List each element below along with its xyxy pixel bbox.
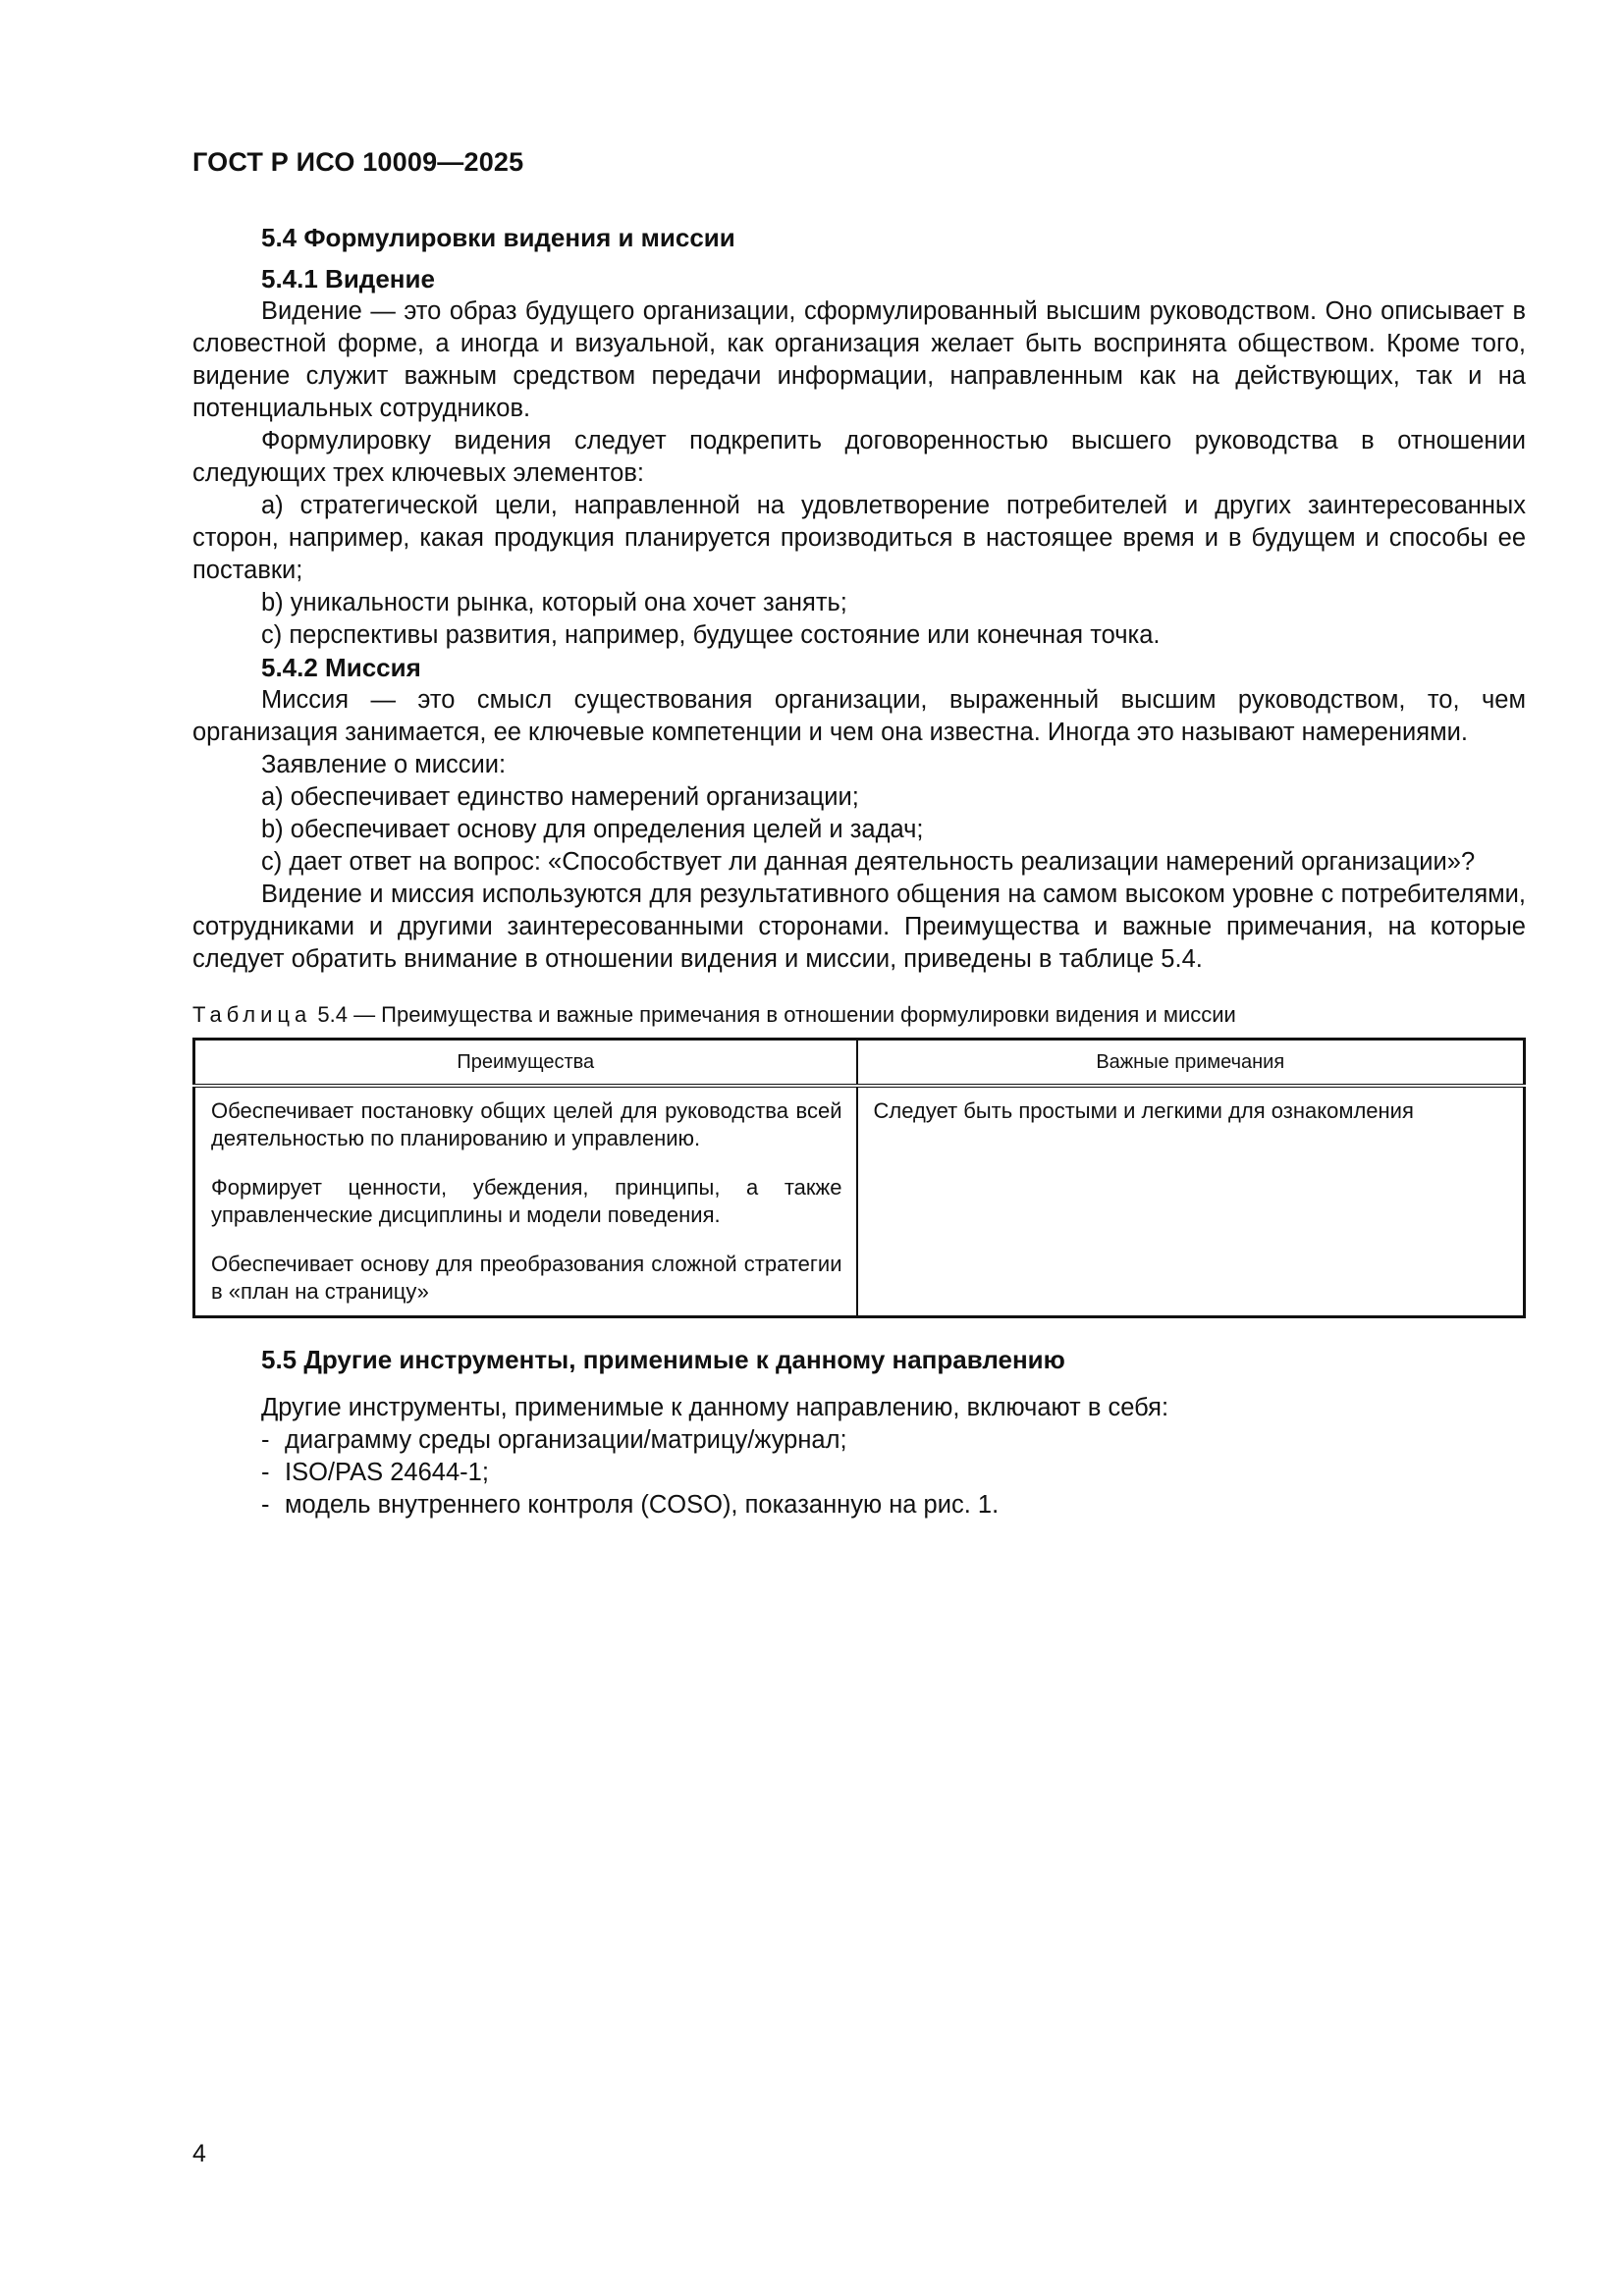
tools-list-item-text: диаграмму среды организации/матрицу/журнал;	[285, 1426, 847, 1454]
document-body	[192, 222, 1526, 1522]
tools-list-item	[261, 1457, 1526, 1489]
table-caption-label: Таблица	[192, 1002, 312, 1027]
benefits-cell	[194, 1086, 857, 1317]
tools-list-item-text: ISO/PAS 24644-1;	[285, 1459, 489, 1486]
benefit-item: Формирует ценности, убеждения, принципы, а также управленческие дисциплины и модели поведения.	[211, 1175, 842, 1227]
vision-elements-intro: Формулировку видения следует подкрепить договоренностью высшего руководства в отношении следующих трех ключевых элементов:	[192, 427, 1526, 487]
tools-list-item	[261, 1489, 1526, 1522]
vision-item-c: c) перспективы развития, например, будущее состояние или конечная точка.	[261, 621, 1161, 649]
tools-intro: Другие инструменты, применимые к данному направлению, включают в себя:	[261, 1394, 1169, 1421]
vision-mission-summary: Видение и миссия используются для результативного общения на самом высоком уровне с потребителями, сотрудниками и другими заинтересованными сторонами. Преимущества и важные примечания, на которые следует обратить внимание в отношении видения и миссии, приведены в таблице 5.4.	[192, 881, 1526, 973]
mission-paragraph: Миссия — это смысл существования организации, выраженный высшим руководством, то, чем организация занимается, ее ключевые компетенции и чем она известна. Иногда это называют намерениями.	[192, 686, 1526, 746]
mission-item-b: b) обеспечивает основу для определения целей и задач;	[261, 816, 924, 843]
mission-item-c: c) дает ответ на вопрос: «Способствует ли данная деятельность реализации намерений организации»?	[261, 848, 1476, 876]
vision-paragraph: Видение — это образ будущего организации, сформулированный высшим руководством. Оно описывает в словестной форме, а иногда и визуальной, как организация желает быть воспринята обществом. Кроме того, видение служит важным средством передачи информации, направленным как на действующих, так и на потенциальных сотрудников.	[192, 297, 1526, 422]
section-5-4-2-title: 5.4.2 Миссия	[261, 653, 421, 682]
mission-item-a: a) обеспечивает единство намерений организации;	[261, 783, 859, 811]
table-header-row	[194, 1040, 1525, 1087]
col-header-notes: Важные примечания	[857, 1040, 1525, 1087]
section-5-5-title: 5.5 Другие инструменты, применимые к данному направлению	[261, 1345, 1065, 1374]
tools-list-item	[261, 1424, 1526, 1457]
notes-cell	[857, 1086, 1525, 1317]
document-header: ГОСТ Р ИСО 10009—2025	[192, 147, 524, 177]
dash-marker: -	[261, 1491, 270, 1519]
tools-list-item-text: модель внутреннего контроля (COSO), показанную на рис. 1.	[285, 1491, 1000, 1519]
dash-marker: -	[261, 1426, 270, 1454]
mission-statement-intro: Заявление о миссии:	[261, 751, 507, 778]
table-caption-text: 5.4 — Преимущества и важные примечания в отношении формулировки видения и миссии	[311, 1002, 1236, 1027]
note-item: Следует быть простыми и легкими для ознакомления	[873, 1098, 1414, 1123]
section-5-4-title: 5.4 Формулировки видения и миссии	[261, 223, 735, 252]
col-header-benefits: Преимущества	[194, 1040, 857, 1087]
section-5-4-1-title: 5.4.1 Видение	[261, 264, 435, 294]
vision-item-a: a) стратегической цели, направленной на удовлетворение потребителей и других заинтересованных сторон, например, какая продукция планируется производиться в настоящее время и в будущем и способы ее поставки;	[192, 492, 1526, 584]
benefits-table	[192, 1038, 1526, 1318]
table-caption	[192, 1001, 1526, 1029]
dash-marker: -	[261, 1459, 270, 1486]
page-number: 4	[192, 2140, 206, 2167]
vision-item-b: b) уникальности рынка, который она хочет занять;	[261, 589, 847, 616]
benefit-item: Обеспечивает основу для преобразования сложной стратегии в «план на страницу»	[211, 1252, 842, 1304]
benefit-item: Обеспечивает постановку общих целей для руководства всей деятельностью по планированию и управлению.	[211, 1098, 842, 1150]
table-row	[194, 1086, 1525, 1317]
